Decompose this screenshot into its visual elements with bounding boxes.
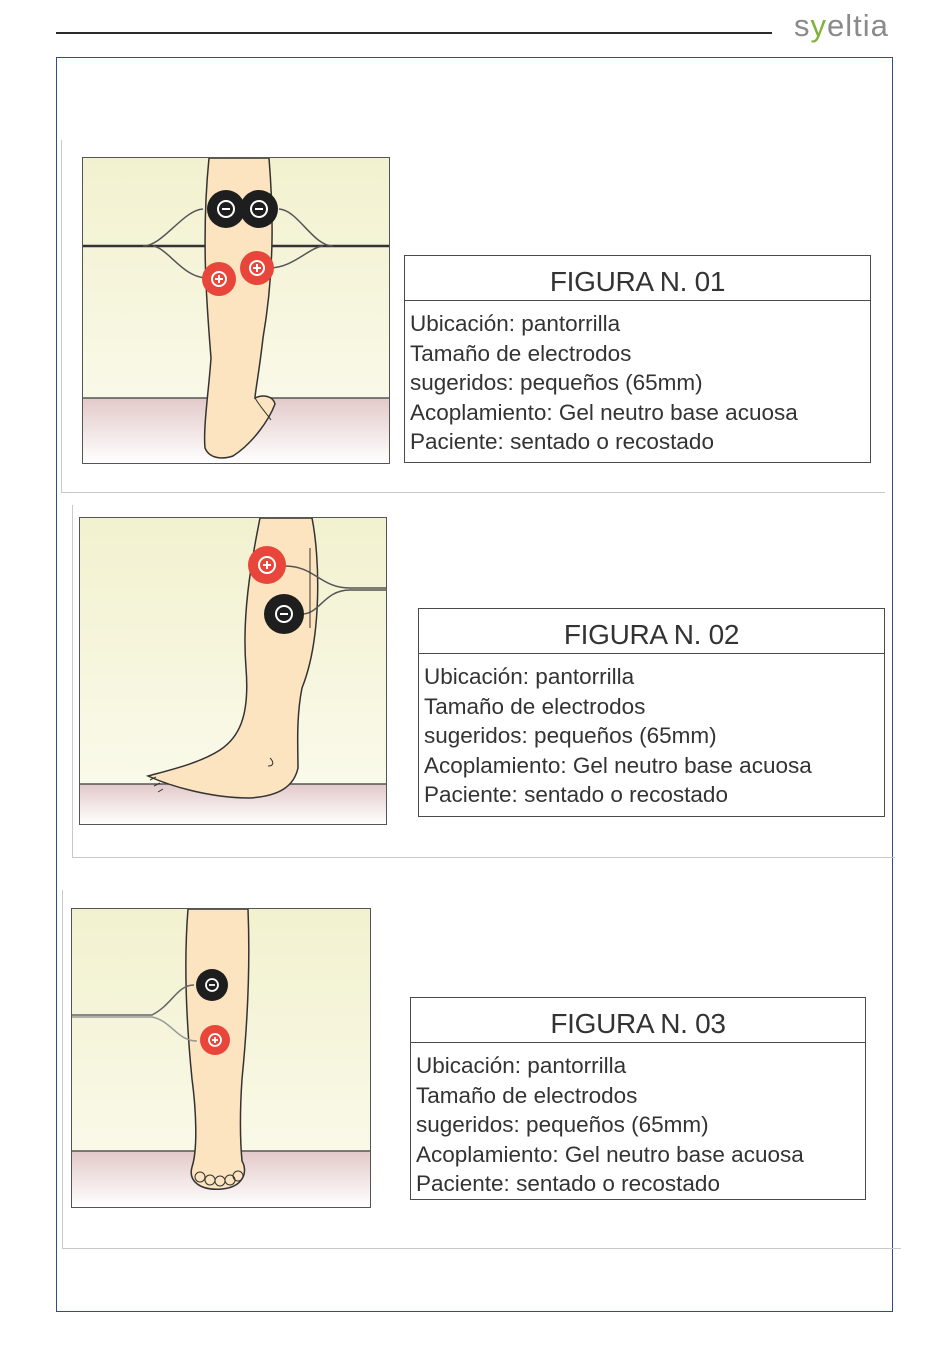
figure-3-leg-drawing xyxy=(72,909,370,1207)
figure-1-title: FIGURA N. 01 xyxy=(405,256,870,301)
figure-2-electrode-size: Tamaño de electrodos xyxy=(424,693,646,719)
figure-3-illustration xyxy=(71,908,371,1208)
figure-2-coupling: Acoplamiento: Gel neutro base acuosa xyxy=(424,752,812,778)
figure-3-info-box xyxy=(410,997,866,1200)
figure-1-coupling: Acoplamiento: Gel neutro base acuosa xyxy=(410,399,798,425)
figure-3-electrode-size: Tamaño de electrodos xyxy=(416,1082,638,1108)
figure-1-leg-drawing xyxy=(83,158,389,463)
brand-logo: syeltia xyxy=(794,8,889,43)
figure-2-illustration xyxy=(79,517,387,825)
figure-2-suggested: sugeridos: pequeños (65mm) xyxy=(424,723,717,748)
header-rule xyxy=(56,32,772,34)
figure-3-location: Ubicación: pantorrilla xyxy=(416,1053,627,1078)
figure-1-location: Ubicación: pantorrilla xyxy=(410,311,621,336)
figure-3-suggested: sugeridos: pequeños (65mm) xyxy=(416,1112,709,1137)
figure-3-title: FIGURA N. 03 xyxy=(411,998,865,1043)
figure-2-info-box xyxy=(418,608,885,817)
figure-1-info-box xyxy=(404,255,871,463)
figure-1-illustration xyxy=(82,157,390,464)
figure-2-title: FIGURA N. 02 xyxy=(419,609,884,654)
figure-2-patient: Paciente: sentado o recostado xyxy=(424,782,728,807)
figure-3-coupling: Acoplamiento: Gel neutro base acuosa xyxy=(416,1141,804,1167)
figure-2-location: Ubicación: pantorrilla xyxy=(424,664,635,689)
figure-3-patient: Paciente: sentado o recostado xyxy=(416,1171,720,1196)
figure-1-electrode-size: Tamaño de electrodos xyxy=(410,340,632,366)
figure-1-suggested: sugeridos: pequeños (65mm) xyxy=(410,370,703,395)
figure-2-leg-drawing xyxy=(80,518,386,824)
figure-1-patient: Paciente: sentado o recostado xyxy=(410,429,714,454)
